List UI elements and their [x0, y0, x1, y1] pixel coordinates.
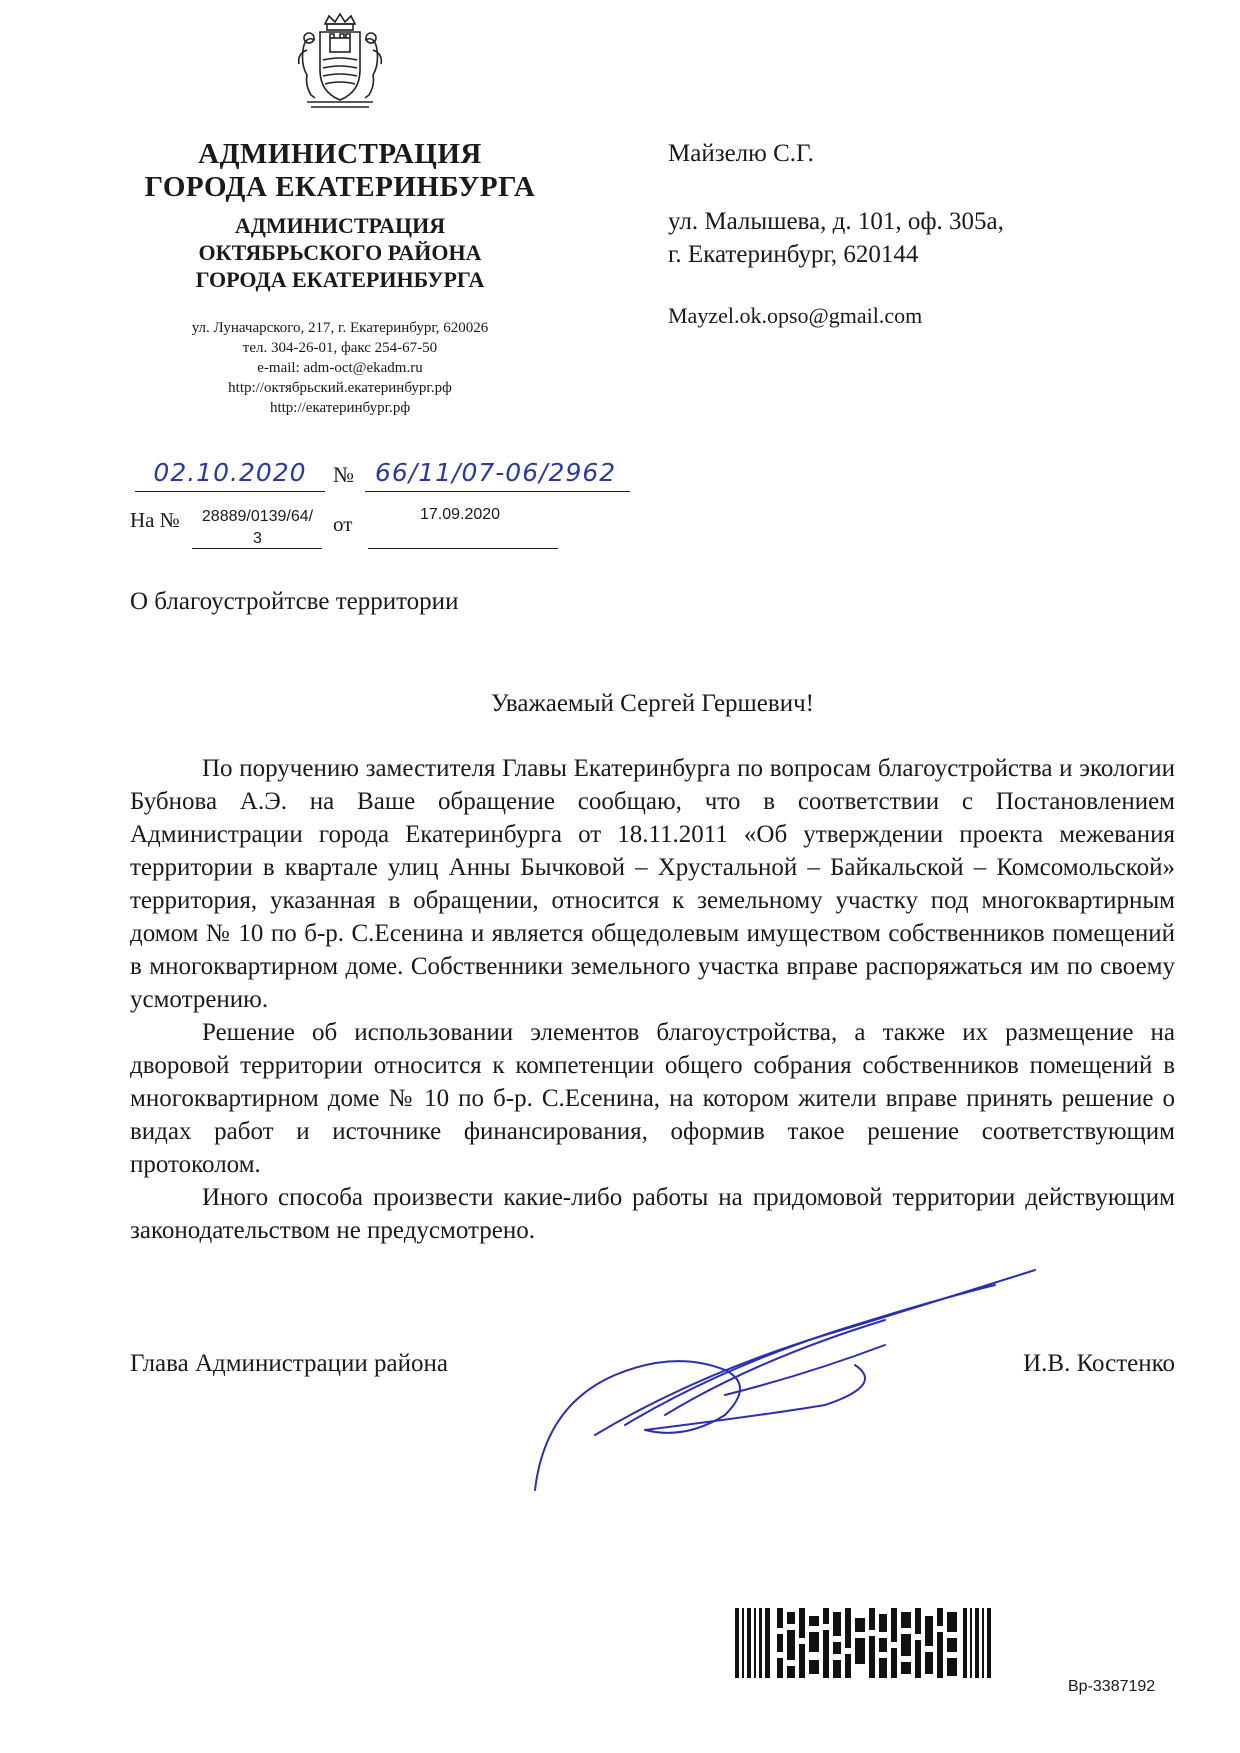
number-sign: №: [333, 462, 354, 487]
reference-number-underline: [192, 548, 322, 549]
organization-name: АДМИНИСТРАЦИЯ ГОРОДА ЕКАТЕРИНБУРГА: [144, 138, 536, 203]
body-paragraph: Решение об использовании элементов благоустройства, а также их размещение на дворовой территории относится к компетенции общего собрания собственников помещений в многоквартирном доме № 10 по б-р. С.Есенина, на котором жители вправе принять решение о видах работ и источнике финансирования, оформив такое решение соответствующим протоколом.: [130, 1019, 1175, 1178]
coat-of-arms-icon: [285, 10, 395, 115]
reference-label: На №: [130, 508, 180, 532]
sender-address: ул. Луначарского, 217, г. Екатеринбург, 620026: [191, 320, 489, 336]
body-paragraph: Иного способа произвести какие-либо работы на придомовой территории действующим законодательством не предусмотрено.: [130, 1184, 1175, 1244]
registration-date: 02.10.2020: [135, 458, 325, 492]
letter-subject: О благоустройтсве территории: [130, 588, 459, 615]
barcode-icon: [735, 1608, 995, 1678]
signatory-title: Глава Администрации района: [130, 1350, 448, 1377]
sender-email: e-mail: adm-oct@ekadm.ru: [257, 360, 423, 376]
handwritten-signature: [525, 1265, 1045, 1495]
recipient-email: Mayzel.ok.opso@gmail.com: [668, 303, 923, 328]
sender-phone: тел. 304-26-01, факс 254-67-50: [242, 340, 438, 356]
sender-site-main: http://екатеринбург.рф: [269, 400, 411, 416]
sender-contacts: [130, 318, 550, 418]
reference-from-label: от: [333, 512, 353, 536]
sender-site: http://октябрьский.екатеринбург.рф: [228, 380, 452, 396]
body-paragraph: По поручению заместителя Главы Екатеринбурга по вопросам благоустройства и экологии Бубнова А.Э. на Ваше обращение сообщаю, что в соответствии с Постановлением Администрации города Екатеринбурга от 18.11.2011 «Об утверждении проекта межевания территории в квартале улиц Анны Бычковой – Хрустальной – Байкальской – Комсомольской» территория, указанная в обращении, относится к земельному участку под многоквартирным домом № 10 по б-р. С.Есенина и является общедолевым имуществом собственников помещений в многоквартирном доме. Собственники земельного участка вправе распоряжаться им по своему усмотрению.: [130, 755, 1175, 1013]
signatory-name: И.В. Костенко: [1023, 1350, 1175, 1377]
reference-date: 17.09.2020: [419, 506, 501, 523]
registration-number: 66/11/07-06/2962: [365, 458, 630, 492]
salutation: Уважаемый Сергей Гершевич!: [491, 690, 814, 717]
letter-body: [130, 752, 1175, 1247]
reference-date-underline: [368, 548, 558, 549]
recipient-name: Майзелю С.Г.: [668, 140, 814, 167]
document-number: Вр-3387192: [1068, 1678, 1156, 1695]
reference-number: 28889/0139/64/ 3: [201, 508, 314, 547]
district-administration-name: АДМИНИСТРАЦИЯ ОКТЯБРЬСКОГО РАЙОНА ГОРОДА ЕКАТЕРИНБУРГА: [195, 213, 485, 292]
recipient-address: ул. Малышева, д. 101, оф. 305а, г. Екатеринбург, 620144: [668, 208, 1004, 268]
